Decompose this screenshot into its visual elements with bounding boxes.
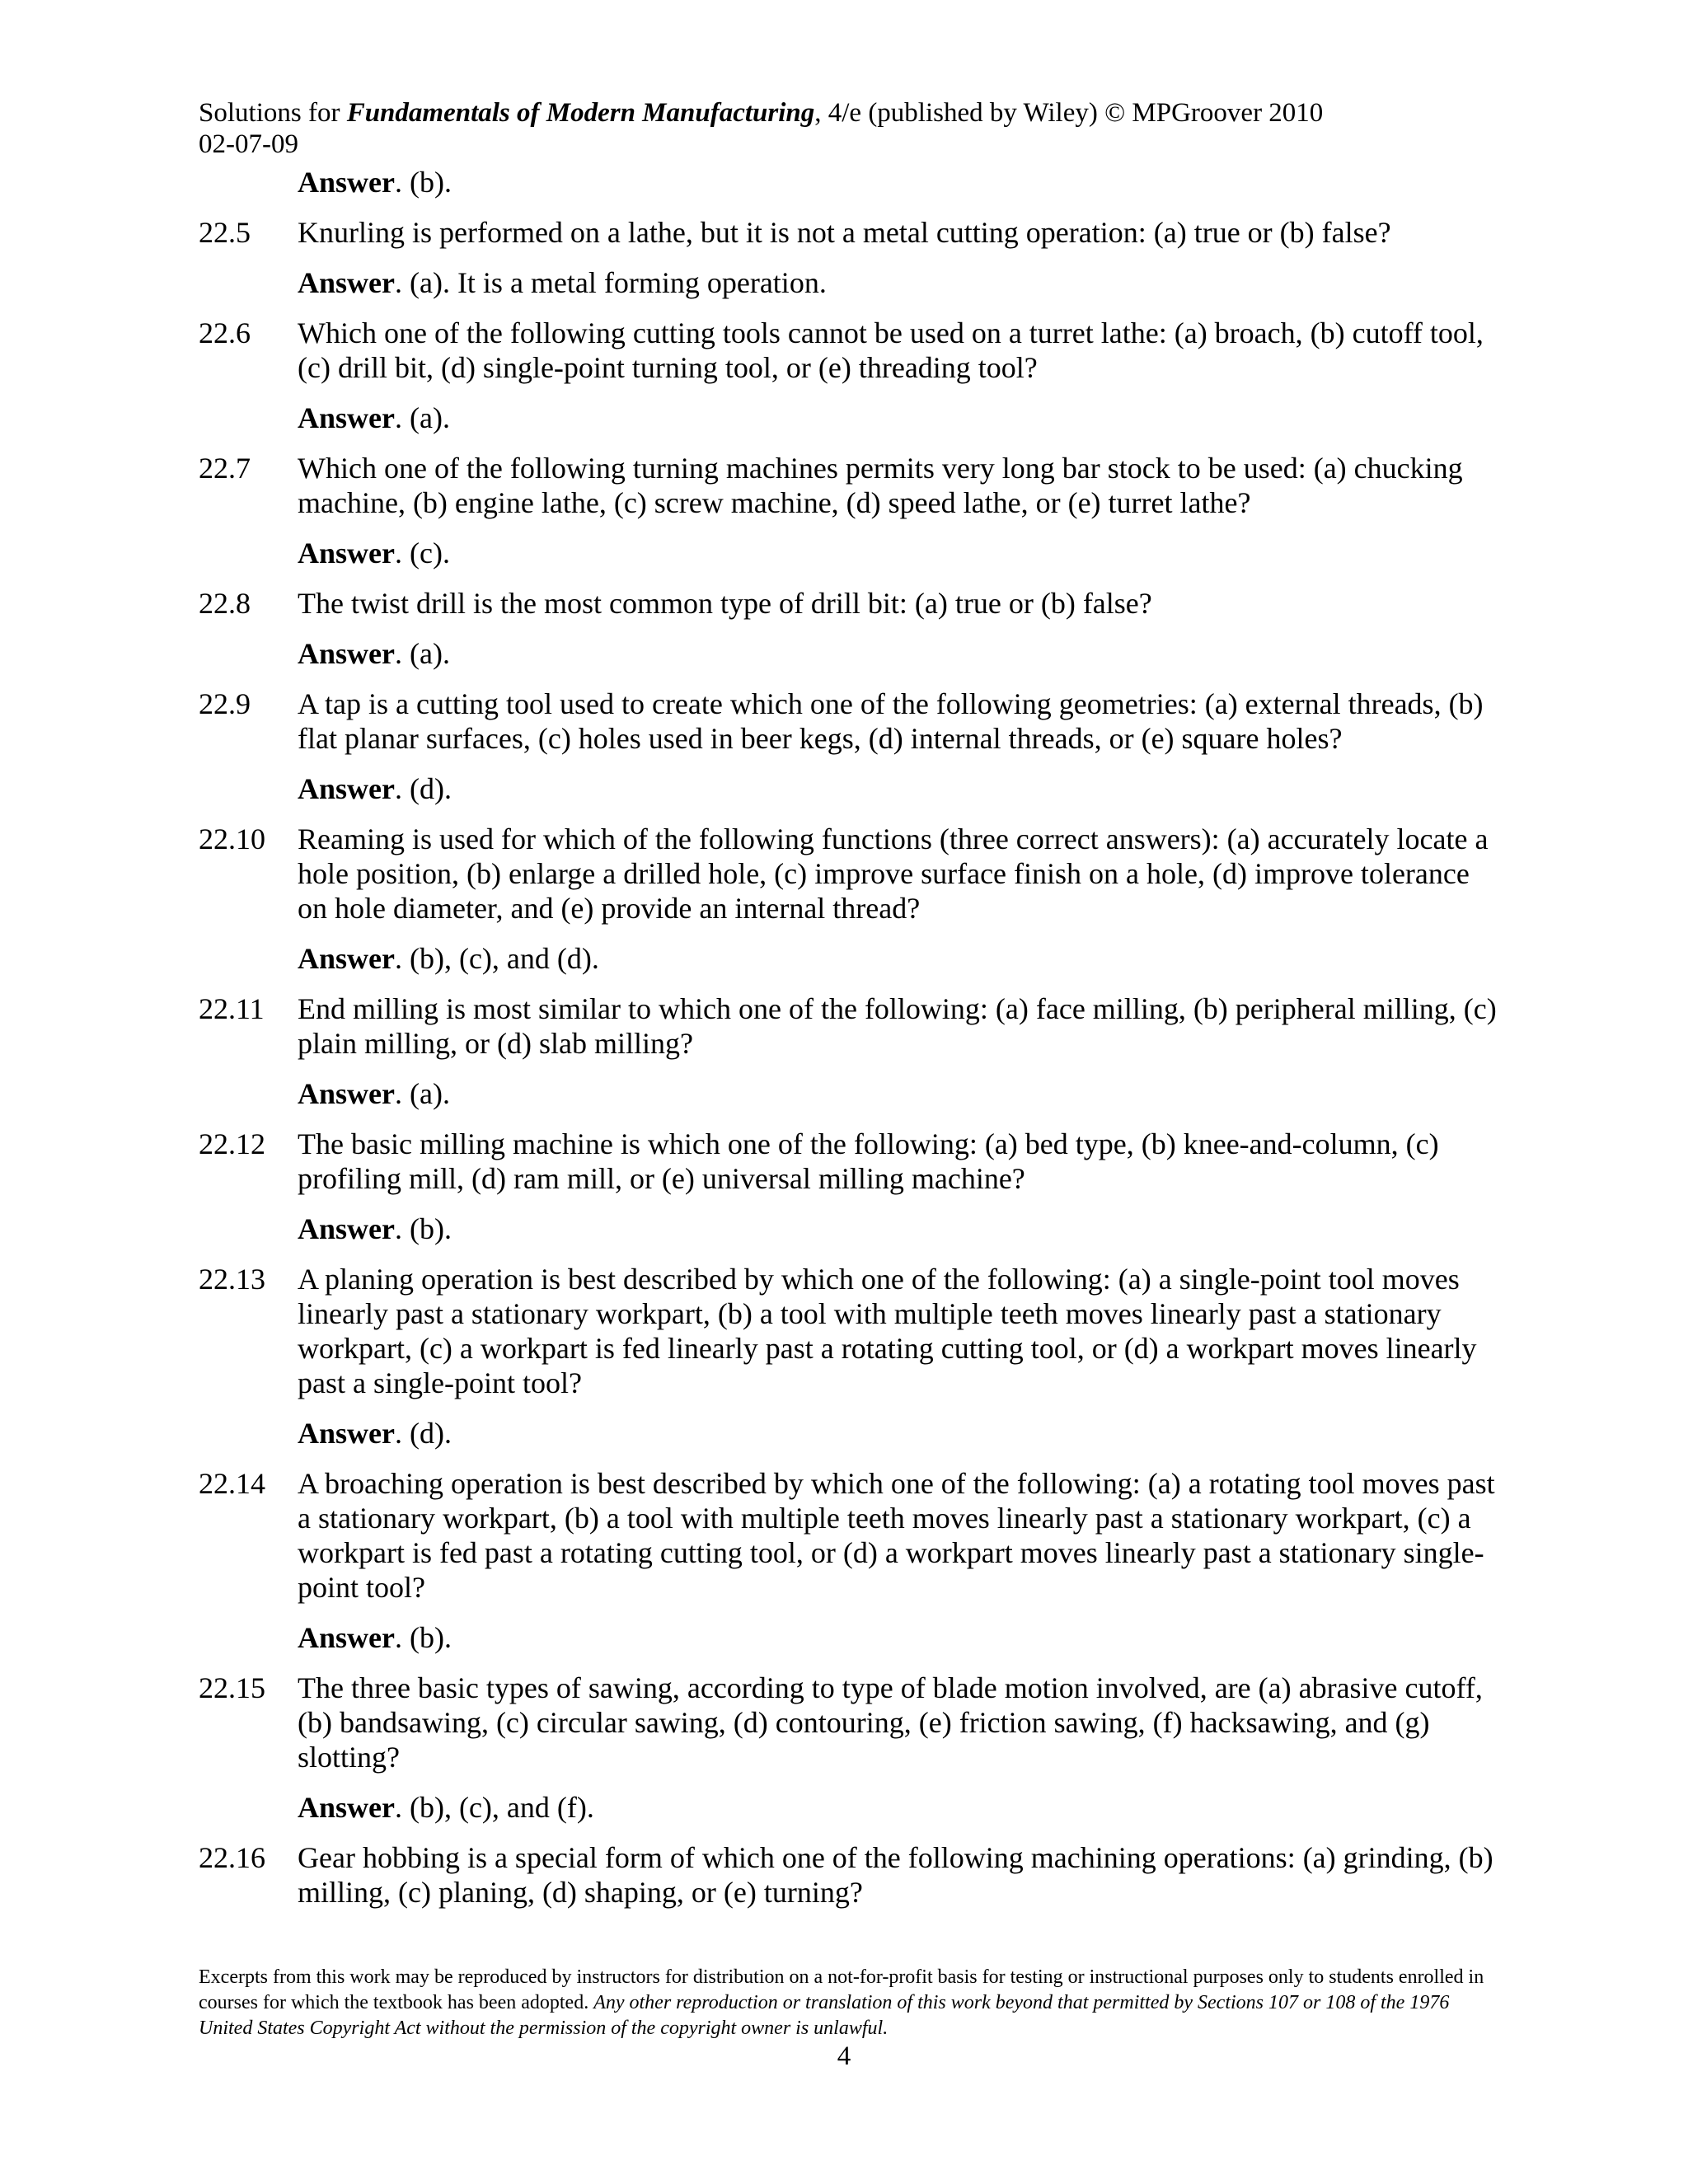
question-text: Reaming is used for which of the following functions (three correct answers): (a) accurately locate a hole position, (b) enlarge a drilled hole, (c) improve surface finish on a hole, (d) improve tolerance on hole diameter, and (e) provide an internal thread? [298,823,1489,925]
question-item [199,316,1501,385]
answer-label: Answer [298,266,395,299]
question-text: Which one of the following cutting tools cannot be used on a turret lathe: (a) broach, (b) cutoff tool, (c) drill bit, (d) single-point turning tool, or (e) threading tool? [298,316,1484,384]
answer-text: . (d). [394,1417,452,1450]
question-item [199,1466,1501,1605]
question-text: A tap is a cutting tool used to create which one of the following geometries: (a) external threads, (b) flat planar surfaces, (c) holes used in beer kegs, (d) internal threads, or (e) square holes? [298,687,1484,755]
answer-line [199,636,1501,671]
question-item [199,1840,1501,1910]
answer-text: . (a). [394,1077,450,1110]
answer-label: Answer [298,942,395,975]
question-text: A broaching operation is best described by which one of the following: (a) a rotating tool moves past a stationary workpart, (b) a tool with multiple teeth moves linearly past a stationary workpart, (c) a workpart is fed past a rotating cutting tool, or (d) a workpart moves linearly past a stationary single-point tool? [298,1467,1495,1604]
answer-line [199,1620,1501,1655]
running-header [199,97,1517,160]
header-prefix: Solutions for [199,98,347,128]
answer-line [199,401,1501,435]
answer-text: . (d). [394,772,452,805]
answer-text: . (a). It is a metal forming operation. [394,266,827,299]
question-number: 22.6 [199,316,251,349]
question-item [199,1127,1501,1196]
answer-text: . (b), (c), and (f). [394,1791,594,1824]
answer-label: Answer [298,1417,395,1450]
question-item [199,215,1501,250]
question-item [199,1671,1501,1774]
page-number: 4 [837,2041,851,2071]
question-number: 22.16 [199,1841,265,1874]
question-number: 22.14 [199,1467,265,1500]
question-item [199,687,1501,756]
answer-label: Answer [298,637,395,670]
footer-italic-text: Any other reproduction or translation of this work beyond that permitted by Sections 107 or 108 of the 1976 United States Copyright Act without the permission of the copyright owner is unlawful. [199,1992,1450,2039]
answer-text: . (b). [394,166,452,199]
answer-label: Answer [298,772,395,805]
question-number: 22.9 [199,687,251,720]
question-item [199,991,1501,1061]
answer-line [199,941,1501,976]
question-text: Gear hobbing is a special form of which one of the following machining operations: (a) grinding, (b) milling, (c) planing, (d) shaping, or (e) turning? [298,1841,1493,1909]
answer-line [199,1212,1501,1246]
question-number: 22.7 [199,452,251,485]
answer-label: Answer [298,1621,395,1654]
answer-text: . (b), (c), and (d). [394,942,599,975]
answer-label: Answer [298,401,395,434]
question-item [199,586,1501,621]
question-text: Which one of the following turning machines permits very long bar stock to be used: (a) chucking machine, (b) engine lathe, (c) screw machine, (d) speed lathe, or (e) turret lathe? [298,452,1463,519]
answer-label: Answer [298,1212,395,1245]
question-item [199,822,1501,926]
answer-text: . (a). [394,401,450,434]
answer-line [199,1790,1501,1825]
question-item [199,451,1501,520]
header-suffix: , 4/e (published by Wiley) © MPGroover 2010 [814,98,1324,128]
question-text: The three basic types of sawing, according to type of blade motion involved, are (a) abrasive cutoff, (b) bandsawing, (c) circular sawing, (d) contouring, (e) friction sawing, (f) hacksawing, and (g) slotting? [298,1671,1483,1774]
answer-label: Answer [298,1791,395,1824]
question-number: 22.10 [199,823,265,855]
header-title-line [199,97,1517,129]
answer-line [199,1416,1501,1451]
question-text: End milling is most similar to which one of the following: (a) face milling, (b) peripheral milling, (c) plain milling, or (d) slab milling? [298,992,1497,1060]
answer-label: Answer [298,537,395,569]
question-text: The basic milling machine is which one of the following: (a) bed type, (b) knee-and-column, (c) profiling mill, (d) ram mill, or (e) universal milling machine? [298,1127,1439,1195]
answer-label: Answer [298,1077,395,1110]
answer-text: . (b). [394,1621,452,1654]
question-text: The twist drill is the most common type of drill bit: (a) true or (b) false? [298,587,1152,620]
answer-text: . (a). [394,637,450,670]
answer-line [199,265,1501,300]
answer-line [199,165,1501,199]
question-text: Knurling is performed on a lathe, but it is not a metal cutting operation: (a) true or (b) false? [298,216,1391,249]
copyright-footer [199,1965,1484,2041]
answer-label: Answer [298,166,395,199]
answer-text: . (b). [394,1212,452,1245]
question-item [199,1262,1501,1400]
answer-line [199,771,1501,806]
answer-line [199,536,1501,570]
question-number: 22.11 [199,992,265,1025]
answer-text: . (c). [394,537,450,569]
book-title: Fundamentals of Modern Manufacturing [346,98,815,128]
question-number: 22.13 [199,1263,265,1296]
question-number: 22.15 [199,1671,265,1704]
footer-text: Excerpts from this work may be reproduced by instructors for distribution on a not-for-profit basis for testing or instructional purposes only to students enrolled in courses for which the textbook has been adopted. [199,1966,1484,2013]
question-text: A planing operation is best described by which one of the following: (a) a single-point tool moves linearly past a stationary workpart, (b) a tool with multiple teeth moves linearly past a stationary workpart, (c) a workpart is fed linearly past a rotating cutting tool, or (d) a workpart moves linearly past a single-point tool? [298,1263,1477,1399]
question-number: 22.8 [199,587,251,620]
question-list [199,165,1501,1925]
question-number: 22.12 [199,1127,265,1160]
header-date: 02-07-09 [199,129,298,159]
question-number: 22.5 [199,216,251,249]
answer-line [199,1076,1501,1111]
